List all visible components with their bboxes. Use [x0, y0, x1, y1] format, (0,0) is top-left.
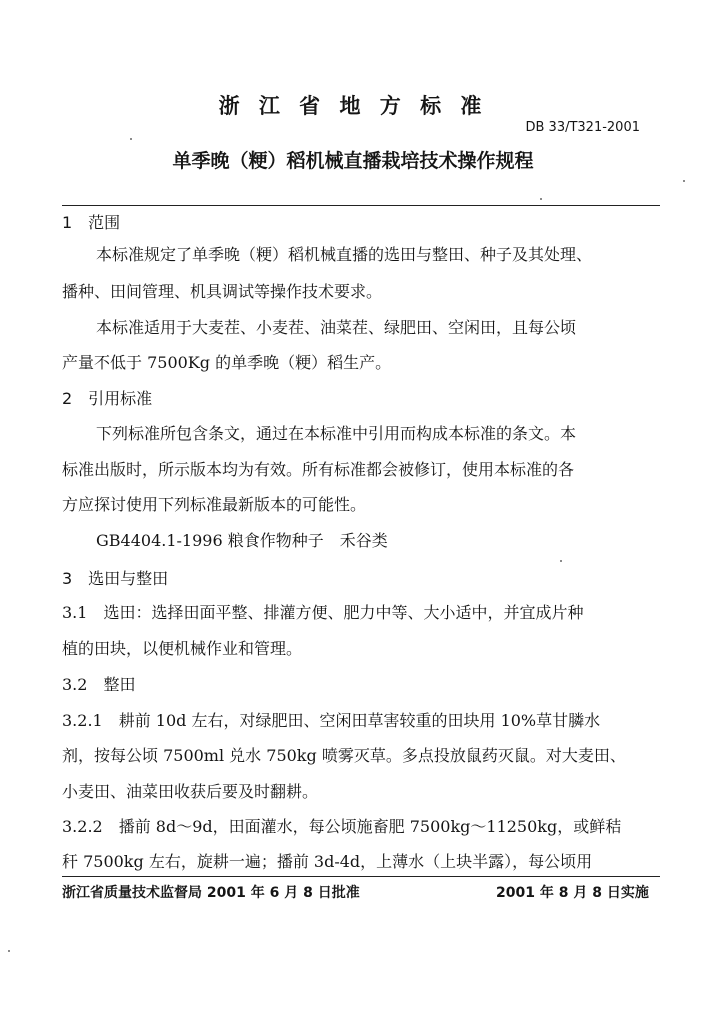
section-heading: 1 范围: [62, 213, 121, 232]
reference-line: GB4404.1-1996 粮食作物种子 禾谷类: [96, 531, 388, 550]
paragraph-line: 植的田块，以便机械作业和管理。: [62, 639, 303, 658]
scan-speck: [540, 198, 542, 200]
section-heading: 2 引用标准: [62, 389, 153, 408]
paragraph-line: 小麦田、油菜田收获后要及时翻耕。: [62, 782, 319, 801]
paragraph-line: 方应探讨使用下列标准最新版本的可能性。: [62, 495, 367, 514]
standard-code: DB 33/T321-2001: [525, 120, 640, 135]
standard-title: 浙 江 省 地 方 标 准: [218, 94, 488, 118]
effective-date: 2001 年 8 月 8 日实施: [496, 885, 649, 901]
paragraph-line: 本标准适用于大麦茬、小麦茬、油菜茬、绿肥田、空闲田，且每公顷: [96, 318, 577, 337]
section-heading: 3 选田与整田: [62, 569, 169, 588]
approval-date: 浙江省质量技术监督局 2001 年 6 月 8 日批准: [62, 885, 360, 901]
document-title: 单季晚（粳）稻机械直播栽培技术操作规程: [172, 150, 534, 172]
header-rule: [62, 205, 660, 206]
footer-rule: [62, 876, 660, 877]
paragraph-line: 播种、田间管理、机具调试等操作技术要求。: [62, 282, 383, 301]
paragraph-line: 3.2.1 耕前 10d 左右，对绿肥田、空闲田草害较重的田块用 10%草甘膦水: [62, 711, 601, 730]
scan-speck: [560, 560, 562, 562]
subsection-heading: 3.2 整田: [62, 675, 136, 694]
scan-speck: [8, 950, 10, 952]
paragraph-line: 标准出版时，所示版本均为有效。所有标准都会被修订，使用本标准的各: [62, 460, 575, 479]
paragraph-line: 剂，按每公顷 7500ml 兑水 750kg 喷雾灭草。多点投放鼠药灭鼠。对大麦田、: [62, 746, 626, 765]
paragraph-line: 3.1 选田：选择田面平整、排灌方便、肥力中等、大小适中，并宜成片种: [62, 603, 584, 622]
paragraph-line: 产量不低于 7500Kg 的单季晚（粳）稻生产。: [62, 353, 392, 372]
scan-speck: [130, 138, 132, 140]
paragraph-line: 3.2.2 播前 8d～9d，田面灌水，每公顷施畜肥 7500kg～11250kg，或鲜秸: [62, 817, 622, 836]
paragraph-line: 下列标准所包含条文，通过在本标准中引用而构成本标准的条文。本: [96, 424, 577, 443]
paragraph-line: 本标准规定了单季晚（粳）稻机械直播的选田与整田、种子及其处理、: [96, 245, 593, 264]
scan-speck: [683, 180, 685, 182]
paragraph-line: 秆 7500kg 左右，旋耕一遍；播前 3d-4d，上薄水（上块半露），每公顷用: [62, 852, 593, 871]
